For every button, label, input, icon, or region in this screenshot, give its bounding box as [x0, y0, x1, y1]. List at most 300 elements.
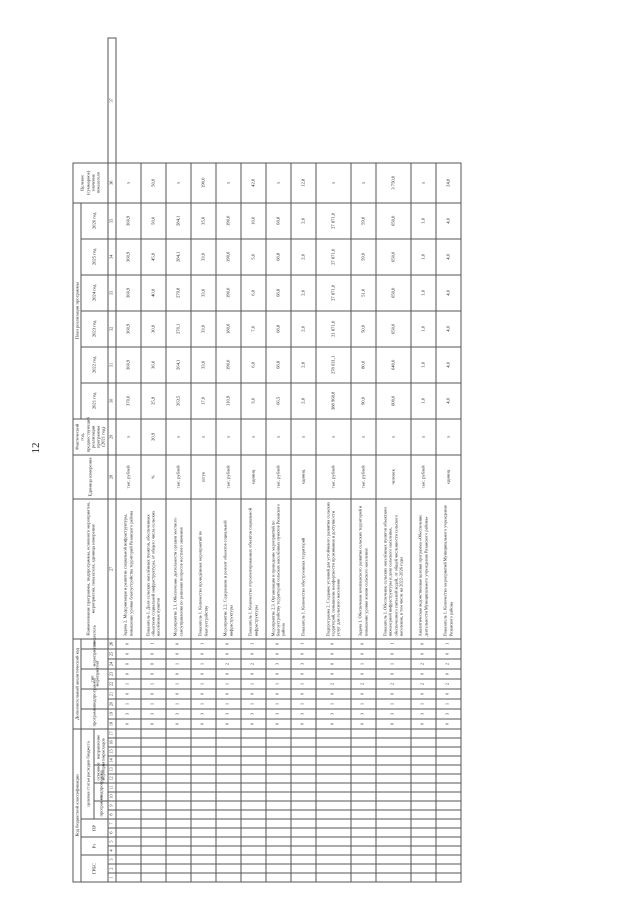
code-cell: 1	[291, 639, 316, 649]
code-cell: 1	[191, 699, 216, 709]
code-cell	[166, 765, 191, 774]
code-cell	[116, 801, 141, 810]
code-cell	[376, 738, 411, 747]
year-value-cell: 27 871,0	[316, 203, 351, 239]
table-row	[411, 38, 436, 882]
year-value-cell: 360,9	[116, 347, 141, 383]
code-cell	[141, 792, 166, 801]
target-value-cell: х	[266, 163, 291, 203]
code-cell: 1	[116, 679, 141, 689]
code-cell	[351, 855, 376, 864]
table-row	[191, 38, 216, 882]
code-cell	[116, 756, 141, 765]
target-value-cell: 190,0	[191, 163, 216, 203]
code-cell: 0	[436, 719, 461, 729]
code-cell: 0	[411, 649, 436, 659]
column-number: 30	[108, 383, 116, 419]
code-cell	[411, 738, 436, 747]
base-value-cell: х	[266, 419, 291, 455]
year-value-cell: 650,0	[376, 311, 411, 347]
year-value-cell: 180,0	[216, 311, 241, 347]
year-value-cell: 4,0	[436, 383, 461, 419]
code-cell: 0	[116, 689, 141, 699]
row-name: Показатель 1. Количество отремонтированных объектов социальной инфраструктуры	[241, 499, 266, 639]
code-cell: 0	[216, 649, 241, 659]
code-cell	[351, 774, 376, 783]
column-number: 18	[108, 719, 116, 729]
column-number: 31	[108, 347, 116, 383]
unit-cell: единиц	[241, 455, 266, 499]
table-row	[316, 38, 351, 882]
column-number: 32	[108, 311, 116, 347]
year-value-cell: 284,1	[166, 203, 191, 239]
unit-cell: тыс. рублей	[351, 455, 376, 499]
code-cell	[436, 873, 461, 882]
code-cell	[116, 855, 141, 864]
code-cell: 0	[436, 649, 461, 659]
code-cell	[116, 846, 141, 855]
year-value-cell: 110,9	[216, 383, 241, 419]
code-cell	[266, 792, 291, 801]
code-cell	[316, 837, 351, 846]
code-cell: 1	[166, 659, 191, 669]
year-value-cell: 2,0	[291, 203, 316, 239]
year-value-cell: 33,0	[191, 239, 216, 275]
code-cell: 1	[241, 639, 266, 649]
unit-cell: %	[141, 455, 166, 499]
code-cell	[376, 846, 411, 855]
code-cell	[266, 783, 291, 792]
pr-header: ПР	[81, 819, 107, 837]
year-value-cell: 68,8	[266, 311, 291, 347]
row-name: Мероприятие 2.3. Организация и проведение мероприятий по благоустройству территорий сельских населённых пунктов Рязанского района	[266, 499, 291, 639]
year-2025-header: 2025 год	[81, 239, 107, 275]
code-cell	[191, 837, 216, 846]
code-cell: 1	[436, 699, 461, 709]
column-number: 37	[108, 38, 116, 163]
code-cell: 0	[291, 669, 316, 679]
code-cell: 0	[191, 719, 216, 729]
code-cell	[141, 837, 166, 846]
indicator-table	[73, 38, 462, 883]
code-cell	[191, 783, 216, 792]
year-value-cell: 3,0	[241, 383, 266, 419]
base-year-column-header: Фактический год, предшествующий реализации программы (2021 год)	[73, 419, 108, 455]
code-cell	[191, 729, 216, 738]
code-cell	[166, 855, 191, 864]
table-row	[376, 38, 411, 882]
code-cell	[141, 756, 166, 765]
code-cell	[376, 828, 411, 837]
analytic-code-header: Дополнительный аналитический код	[73, 639, 81, 729]
code-cell	[351, 873, 376, 882]
code-cell: 0	[411, 639, 436, 649]
code-cell: 0	[116, 649, 141, 659]
budget-class-header: Код бюджетной классификации	[73, 729, 81, 882]
year-value-cell: 36,0	[141, 347, 166, 383]
unit-cell: тыс. рублей	[166, 455, 191, 499]
code-cell	[241, 738, 266, 747]
expense-direction-header: направление расходов	[94, 729, 108, 765]
code-cell	[316, 846, 351, 855]
code-cell	[266, 738, 291, 747]
event-type-header: тип мероприятия	[81, 669, 107, 689]
code-cell	[316, 729, 351, 738]
code-cell	[376, 855, 411, 864]
column-number: 34	[108, 239, 116, 275]
code-cell: 1	[141, 699, 166, 709]
code-cell	[166, 819, 191, 828]
rz-header: Рз	[81, 837, 107, 855]
code-cell	[216, 837, 241, 846]
table-row	[216, 38, 241, 882]
code-cell	[351, 864, 376, 873]
year-value-cell: 2,0	[291, 239, 316, 275]
code-cell	[316, 819, 351, 828]
year-2023-header: 2023 год	[81, 311, 107, 347]
table-row	[266, 38, 291, 882]
code-cell: 2	[376, 679, 411, 689]
code-cell	[411, 729, 436, 738]
target-value-cell: х	[411, 163, 436, 203]
indicator-header: показатель	[81, 639, 107, 649]
code-cell: 0	[141, 649, 166, 659]
plan-column-header: План реализации программы	[73, 203, 81, 419]
column-number: 19	[108, 709, 116, 719]
code-cell	[241, 855, 266, 864]
analytic-subprogram-header: подпрограмма	[81, 689, 107, 709]
code-cell: 0	[191, 669, 216, 679]
code-cell	[376, 729, 411, 738]
code-cell	[241, 765, 266, 774]
year-value-cell: 279,8	[166, 275, 191, 311]
code-cell	[166, 792, 191, 801]
year-value-cell: 360,9	[116, 239, 141, 275]
code-cell: 0	[216, 719, 241, 729]
code-cell: 0	[116, 669, 141, 679]
code-cell	[191, 819, 216, 828]
year-value-cell: 1,0	[411, 203, 436, 239]
year-value-cell: 2,8	[291, 347, 316, 383]
code-cell	[241, 873, 266, 882]
code-cell: 0	[316, 669, 351, 679]
year-value-cell: 59,0	[351, 203, 376, 239]
code-cell	[166, 873, 191, 882]
table-row	[351, 38, 376, 882]
code-cell: 1	[191, 639, 216, 649]
code-cell: 0	[411, 669, 436, 679]
column-number: 12	[108, 774, 116, 783]
code-cell	[316, 801, 351, 810]
code-cell: 0	[216, 639, 241, 649]
column-number: 14	[108, 756, 116, 765]
page-number: 12	[30, 442, 42, 454]
target-value-column-header: Целевое (суммарное) значение показателя	[73, 163, 108, 203]
code-cell	[411, 747, 436, 756]
code-cell	[351, 738, 376, 747]
base-value-cell: х	[216, 419, 241, 455]
column-number: 28	[108, 455, 116, 499]
code-cell: 2	[351, 679, 376, 689]
code-cell	[216, 819, 241, 828]
code-cell	[166, 828, 191, 837]
code-cell	[191, 792, 216, 801]
code-cell	[291, 810, 316, 819]
code-cell	[241, 837, 266, 846]
code-cell	[216, 855, 241, 864]
code-cell	[116, 738, 141, 747]
year-value-cell: 360,9	[116, 275, 141, 311]
code-cell: 3	[316, 709, 351, 719]
code-cell	[291, 864, 316, 873]
unit-column-header: Единица измерения	[73, 455, 108, 499]
year-value-cell: 650,0	[376, 203, 411, 239]
column-number: 33	[108, 275, 116, 311]
year-value-cell: 45,0	[141, 239, 166, 275]
code-cell: 3	[166, 709, 191, 719]
code-cell	[241, 828, 266, 837]
code-cell	[351, 801, 376, 810]
code-cell: 0	[266, 719, 291, 729]
code-cell	[216, 783, 241, 792]
code-cell	[291, 819, 316, 828]
year-value-cell: 33,0	[191, 347, 216, 383]
program-header: программа	[94, 801, 108, 819]
code-cell: 0	[266, 669, 291, 679]
year-value-cell: 650,0	[376, 275, 411, 311]
code-cell: 0	[116, 659, 141, 669]
code-cell	[266, 747, 291, 756]
year-value-cell: 1,0	[411, 239, 436, 275]
year-value-cell: 66,5	[266, 383, 291, 419]
code-cell	[291, 846, 316, 855]
year-value-cell: 6,0	[241, 275, 266, 311]
year-2021-header: 2021 год	[81, 383, 107, 419]
year-value-cell: 68,8	[266, 203, 291, 239]
code-cell	[411, 801, 436, 810]
column-number: 8	[108, 810, 116, 819]
code-cell	[266, 846, 291, 855]
code-cell	[116, 774, 141, 783]
code-cell	[351, 729, 376, 738]
code-cell	[351, 765, 376, 774]
code-cell	[436, 792, 461, 801]
code-cell: 3	[141, 709, 166, 719]
code-cell	[116, 864, 141, 873]
column-number: 25	[108, 649, 116, 659]
code-cell	[141, 801, 166, 810]
code-cell	[216, 774, 241, 783]
name-column-header: Наименование программы, подпрограммы, основного мероприятия, мероприятия, показателя, единица измерения	[73, 499, 108, 639]
column-number: 26	[108, 639, 116, 649]
code-cell: 0	[116, 719, 141, 729]
target-value-cell: х	[216, 163, 241, 203]
row-name: Показатель 1. Количество мероприятий Муниципального учреждения Рязанского района	[436, 499, 461, 639]
year-value-cell: 27 871,0	[316, 239, 351, 275]
code-cell: 0	[316, 689, 351, 699]
code-cell	[141, 819, 166, 828]
code-cell: 0	[411, 719, 436, 729]
code-cell: 1	[376, 659, 411, 669]
year-value-cell: 68,8	[266, 347, 291, 383]
code-cell: 0	[166, 689, 191, 699]
base-value-cell: х	[436, 419, 461, 455]
code-cell: 2	[316, 679, 351, 689]
year-value-cell: 270,1	[166, 311, 191, 347]
code-cell: 1	[316, 699, 351, 709]
code-cell: 1	[116, 699, 141, 709]
code-cell	[191, 756, 216, 765]
year-value-cell: 190,0	[216, 347, 241, 383]
column-number: 20	[108, 699, 116, 709]
code-cell: 3	[376, 709, 411, 719]
table-row	[116, 38, 141, 882]
year-value-cell: 1,0	[411, 383, 436, 419]
column-number: 7	[108, 819, 116, 828]
code-cell	[266, 729, 291, 738]
code-cell	[191, 801, 216, 810]
code-cell	[411, 792, 436, 801]
year-value-cell: 360,9	[116, 203, 141, 239]
column-number: 36	[108, 163, 116, 203]
column-number: 13	[108, 765, 116, 774]
code-cell	[411, 855, 436, 864]
code-cell	[241, 756, 266, 765]
code-cell: 0	[351, 719, 376, 729]
column-number: 22	[108, 679, 116, 689]
target-value-cell: 42,0	[241, 163, 266, 203]
target-value-cell: х	[351, 163, 376, 203]
code-cell	[216, 756, 241, 765]
base-value-cell: х	[376, 419, 411, 455]
code-cell	[376, 756, 411, 765]
code-cell	[241, 783, 266, 792]
code-cell	[316, 765, 351, 774]
code-cell: 0	[241, 689, 266, 699]
unit-cell: тыс. рублей	[411, 455, 436, 499]
code-cell: 3	[291, 709, 316, 719]
code-cell: 0	[291, 719, 316, 729]
year-value-cell: 278 631,1	[316, 347, 351, 383]
target-value-cell: 3 750,0	[376, 163, 411, 203]
code-cell	[411, 783, 436, 792]
year-value-cell: 4,0	[436, 239, 461, 275]
base-value-cell: х	[241, 419, 266, 455]
code-cell	[166, 738, 191, 747]
code-cell	[376, 837, 411, 846]
code-cell: 0	[376, 719, 411, 729]
code-cell	[116, 747, 141, 756]
year-value-cell: 1,0	[411, 347, 436, 383]
row-name: Показатель 1. Количество обустроенных территорий	[291, 499, 316, 639]
code-cell	[141, 864, 166, 873]
code-cell	[316, 783, 351, 792]
code-cell	[166, 837, 191, 846]
row-name: Показатель 1. Обеспечение сельских населённых пунктов объектами инженерной инфраструктуры и доля сельского населения, обеспеченного питьевой водой, от общей численности сельского населения, в том числе на 2022–2026 годы	[376, 499, 411, 639]
code-cell	[316, 864, 351, 873]
code-cell	[191, 774, 216, 783]
code-cell	[291, 855, 316, 864]
code-cell	[291, 747, 316, 756]
year-value-cell: 1,0	[411, 311, 436, 347]
unit-cell: единиц	[291, 455, 316, 499]
code-cell	[291, 765, 316, 774]
code-cell	[316, 756, 351, 765]
code-cell: 3	[351, 709, 376, 719]
code-cell	[241, 810, 266, 819]
code-cell	[141, 738, 166, 747]
year-value-cell: 10,0	[241, 203, 266, 239]
code-cell: 3	[266, 659, 291, 669]
code-cell	[116, 819, 141, 828]
code-cell	[191, 765, 216, 774]
code-cell	[291, 756, 316, 765]
code-cell	[216, 846, 241, 855]
code-cell: 0	[436, 669, 461, 679]
code-cell	[351, 819, 376, 828]
subprogram-header: подпрограмма	[94, 783, 108, 801]
code-cell	[266, 855, 291, 864]
code-cell: 2	[411, 679, 436, 689]
column-number: 24	[108, 659, 116, 669]
column-number: 29	[108, 419, 116, 455]
column-number: 15	[108, 747, 116, 756]
code-cell	[411, 873, 436, 882]
code-cell	[291, 738, 316, 747]
code-cell	[436, 819, 461, 828]
row-name: Мероприятие 2.1. Обеспечение деятельности органов местного самоуправления по решению вопросов местного значения	[166, 499, 191, 639]
code-cell	[241, 729, 266, 738]
year-value-cell: 50,0	[351, 311, 376, 347]
unit-cell: тыс. рублей	[316, 455, 351, 499]
code-cell: 1	[141, 639, 166, 649]
year-value-cell: 7,0	[241, 311, 266, 347]
column-number: 6	[108, 828, 116, 837]
code-cell	[291, 873, 316, 882]
code-cell	[291, 729, 316, 738]
code-cell	[216, 747, 241, 756]
code-cell	[216, 792, 241, 801]
year-value-cell: 6,0	[241, 347, 266, 383]
column-number: 5	[108, 837, 116, 846]
code-cell	[376, 873, 411, 882]
code-cell	[191, 747, 216, 756]
code-cell	[191, 846, 216, 855]
code-cell	[191, 864, 216, 873]
code-cell: 0	[141, 689, 166, 699]
year-value-cell: 190,0	[216, 275, 241, 311]
code-cell: 0	[351, 689, 376, 699]
year-value-cell: 600,0	[376, 383, 411, 419]
code-cell: 0	[191, 649, 216, 659]
code-cell	[166, 783, 191, 792]
code-cell: 0	[376, 669, 411, 679]
year-value-cell: 4,0	[436, 275, 461, 311]
code-cell	[266, 828, 291, 837]
code-cell	[166, 846, 191, 855]
code-cell	[141, 828, 166, 837]
code-cell	[316, 774, 351, 783]
code-cell: 0	[316, 649, 351, 659]
column-number: 3	[108, 855, 116, 864]
code-cell	[316, 792, 351, 801]
unit-cell: тыс. рублей	[116, 455, 141, 499]
code-cell	[166, 756, 191, 765]
column-number: 9	[108, 801, 116, 810]
column-number: 2	[108, 864, 116, 873]
code-cell: 0	[376, 649, 411, 659]
year-value-cell: 284,1	[166, 239, 191, 275]
